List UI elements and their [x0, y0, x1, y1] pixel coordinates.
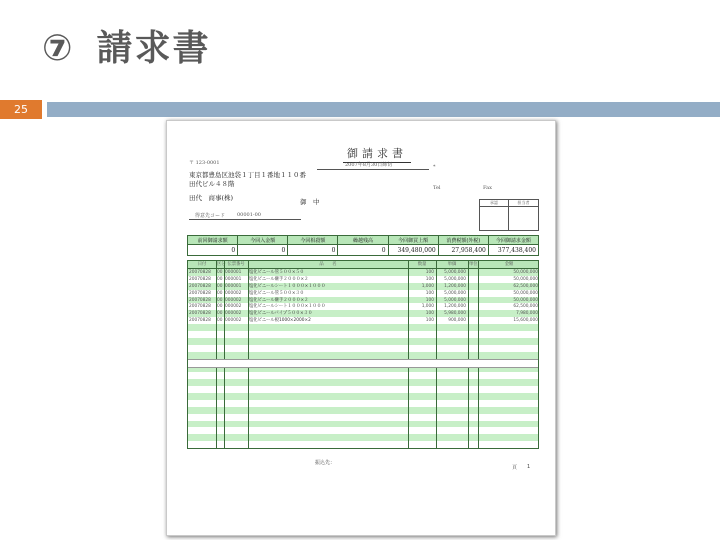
detail-cell-amount: 50,000,000 [513, 276, 538, 282]
summary-header: 前回御請求額 [188, 236, 238, 245]
slide-title [42, 20, 211, 71]
detail-cell-price: 1,200,000 [444, 283, 466, 289]
company-name: 田代 商事(株) [189, 194, 234, 202]
detail-cell-date: 20070828 [189, 297, 211, 303]
detail-column-line [224, 261, 225, 448]
summary-value: 0 [338, 245, 388, 256]
detail-row [188, 379, 538, 386]
detail-cell-kb: 00 [217, 270, 223, 275]
detail-row [188, 310, 538, 317]
slide-title-text: 請求書 [96, 28, 211, 69]
detail-cell-price: 1,200,000 [444, 304, 466, 310]
detail-column-line [408, 261, 409, 448]
slide-page-number: 25 [0, 100, 42, 119]
detail-cell-unit [469, 297, 476, 304]
detail-column-line [216, 261, 217, 448]
summary-header: 消費税額(外税) [438, 236, 488, 245]
detail-cell-qty: 100 [425, 290, 434, 296]
detail-header-cell: 金額 [504, 262, 514, 267]
summary-header: 今回相殺額 [288, 236, 338, 245]
summary-header: 今回御請求金額 [488, 236, 538, 245]
detail-row [188, 414, 538, 421]
summary-value: 377,438,400 [488, 245, 538, 256]
detail-column-line [468, 261, 469, 448]
detail-row [188, 400, 538, 407]
detail-header-cell: 日付 [197, 262, 207, 267]
honorific: 御 中 [300, 198, 320, 206]
detail-cell-slip: 000002 [225, 318, 242, 324]
detail-cell-item: 塩化ビニールパイプ５００×３０ [249, 311, 313, 317]
detail-header-cell: 区分 [217, 262, 226, 267]
detail-row [188, 421, 538, 428]
mark-star: * [433, 164, 436, 170]
detail-row [188, 434, 538, 441]
detail-cell-item: 塩化ビニールシート１０００×１０００ [249, 283, 326, 289]
detail-cell-amount: 50,000,000 [513, 297, 538, 303]
detail-header-cell: 単価 [447, 262, 457, 267]
detail-cell-slip: 000002 [225, 311, 242, 317]
detail-cell-price: 5,000,000 [444, 297, 466, 303]
detail-cell-amount: 62,500,000 [513, 283, 538, 289]
detail-cell-qty: 1,000 [421, 304, 434, 310]
detail-cell-slip: 000001 [225, 276, 242, 282]
detail-row [188, 393, 538, 400]
detail-cell-unit [469, 283, 476, 290]
detail-cell-price: 5,980,000 [444, 311, 466, 317]
detail-cell-slip: 000002 [225, 304, 242, 310]
detail-cell-date: 20070828 [189, 283, 211, 289]
detail-cell-date: 20070828 [189, 270, 211, 275]
detail-cell-slip: 000001 [225, 270, 242, 275]
detail-row [188, 338, 538, 345]
detail-cell-slip: 000002 [225, 290, 242, 296]
fax-label: Fax [483, 185, 492, 191]
detail-grid [187, 260, 539, 449]
detail-column-line [478, 261, 479, 448]
detail-cell-unit [469, 317, 476, 324]
detail-column-line [436, 261, 437, 448]
detail-cell-amount: 7,980,000 [516, 311, 538, 317]
invoice-date: 2007年8月30日締切 [345, 162, 393, 168]
detail-cell-price: 5,000,000 [444, 276, 466, 282]
customer-code: 00001-00 [237, 212, 261, 218]
detail-cell-item: 塩化ビニール管５００×３０ [249, 290, 305, 296]
detail-cell-price: 900,000 [448, 318, 466, 324]
detail-cell-kb: 00 [217, 304, 223, 310]
page-break-gap [188, 359, 538, 368]
detail-cell-price: 5,000,000 [444, 270, 466, 275]
detail-cell-qty: 100 [425, 311, 434, 317]
detail-cell-date: 20070828 [189, 311, 211, 317]
page-label: 頁 [512, 465, 518, 471]
detail-row [188, 276, 538, 283]
detail-cell-date: 20070828 [189, 304, 211, 310]
detail-cell-price: 5,000,000 [444, 290, 466, 296]
detail-row [188, 386, 538, 393]
detail-row [188, 283, 538, 290]
detail-cell-amount: 15,600,000 [513, 318, 538, 324]
detail-cell-qty: 1,000 [421, 283, 434, 289]
detail-cell-date: 20070828 [189, 318, 211, 324]
summary-value: 0 [288, 245, 338, 256]
detail-cell-kb: 00 [217, 283, 223, 289]
page-number: 1 [527, 464, 531, 470]
detail-row [188, 324, 538, 331]
summary-value: 27,958,400 [438, 245, 488, 256]
detail-cell-slip: 000002 [225, 297, 242, 303]
detail-cell-unit [469, 290, 476, 297]
summary-header-row [188, 236, 539, 245]
detail-header-cell: 単位 [469, 262, 478, 267]
detail-row [188, 441, 538, 448]
detail-cell-item: 塩化ビニールシート１０００×１０００ [249, 304, 326, 310]
detail-cell-kb: 00 [217, 311, 223, 317]
detail-cell-qty: 100 [425, 297, 434, 303]
detail-cell-qty: 100 [425, 270, 434, 275]
detail-cell-kb: 00 [217, 318, 223, 324]
detail-row [188, 352, 538, 359]
detail-cell-item: 塩化ビニール継手２０００×２ [249, 276, 309, 282]
invoice-sheet [166, 120, 556, 536]
detail-row [188, 372, 538, 379]
address-line2: 田代ビル４８階 [189, 180, 235, 188]
detail-cell-kb: 00 [217, 297, 223, 303]
detail-cell-slip: 000001 [225, 283, 242, 289]
detail-row [188, 407, 538, 414]
summary-value: 0 [238, 245, 288, 256]
detail-row [188, 345, 538, 352]
invoice-title: 御請求書 [343, 145, 411, 163]
summary-value: 349,480,000 [388, 245, 438, 256]
detail-row [188, 297, 538, 304]
summary-header: 今回御買上額 [388, 236, 438, 245]
slide-title-number: ⑦ [42, 28, 75, 69]
summary-table [187, 235, 539, 256]
summary-value: 0 [188, 245, 238, 256]
detail-cell-qty: 100 [425, 276, 434, 282]
detail-header-row [188, 261, 538, 269]
detail-row [188, 317, 538, 324]
stamp-divider [508, 206, 509, 230]
detail-row [188, 331, 538, 338]
customer-code-underline [189, 219, 301, 220]
detail-header-cell: 数量 [417, 262, 427, 267]
summary-header: 今回入金額 [238, 236, 288, 245]
detail-cell-qty: 100 [425, 318, 434, 324]
detail-cell-unit [469, 303, 476, 310]
detail-header-cell: 品 名 [319, 262, 337, 267]
detail-row [188, 303, 538, 310]
detail-cell-amount: 50,000,000 [513, 290, 538, 296]
postal-code: 〒 123-0001 [189, 160, 220, 166]
detail-cell-item: 塩化ビニール管５００×５０ [249, 270, 305, 275]
detail-column-line [248, 261, 249, 448]
stamp-label-approval: 承認 [480, 200, 509, 207]
slide-header-bar [47, 102, 720, 117]
detail-row [188, 427, 538, 434]
detail-cell-amount: 62,500,000 [513, 304, 538, 310]
detail-cell-unit [469, 276, 476, 283]
date-underline [317, 169, 429, 170]
detail-cell-date: 20070828 [189, 276, 211, 282]
tel-label: Tel [433, 185, 441, 191]
detail-cell-date: 20070828 [189, 290, 211, 296]
summary-value-row [188, 245, 539, 256]
stamp-label-staff: 担当者 [509, 200, 538, 207]
detail-row [188, 290, 538, 297]
customer-code-label: 得意先コード [195, 213, 226, 219]
detail-cell-amount: 50,000,000 [513, 270, 538, 275]
detail-cell-item: 塩化ビニール継手２０００×２ [249, 297, 309, 303]
detail-cell-item: 塩化ビニール板1000×2000×2 [249, 318, 311, 324]
detail-row [188, 269, 538, 276]
stamp-box [479, 199, 539, 231]
detail-cell-unit [469, 269, 476, 276]
detail-header-cell: 伝票番号 [227, 262, 245, 267]
detail-cell-kb: 00 [217, 290, 223, 296]
detail-cell-kb: 00 [217, 276, 223, 282]
remarks-label: 振込先： [315, 460, 336, 466]
summary-header: 繰越残高 [338, 236, 388, 245]
detail-cell-unit [469, 310, 476, 317]
address-line1: 東京都豊島区池袋１丁目１番地１１０番 [189, 171, 306, 179]
